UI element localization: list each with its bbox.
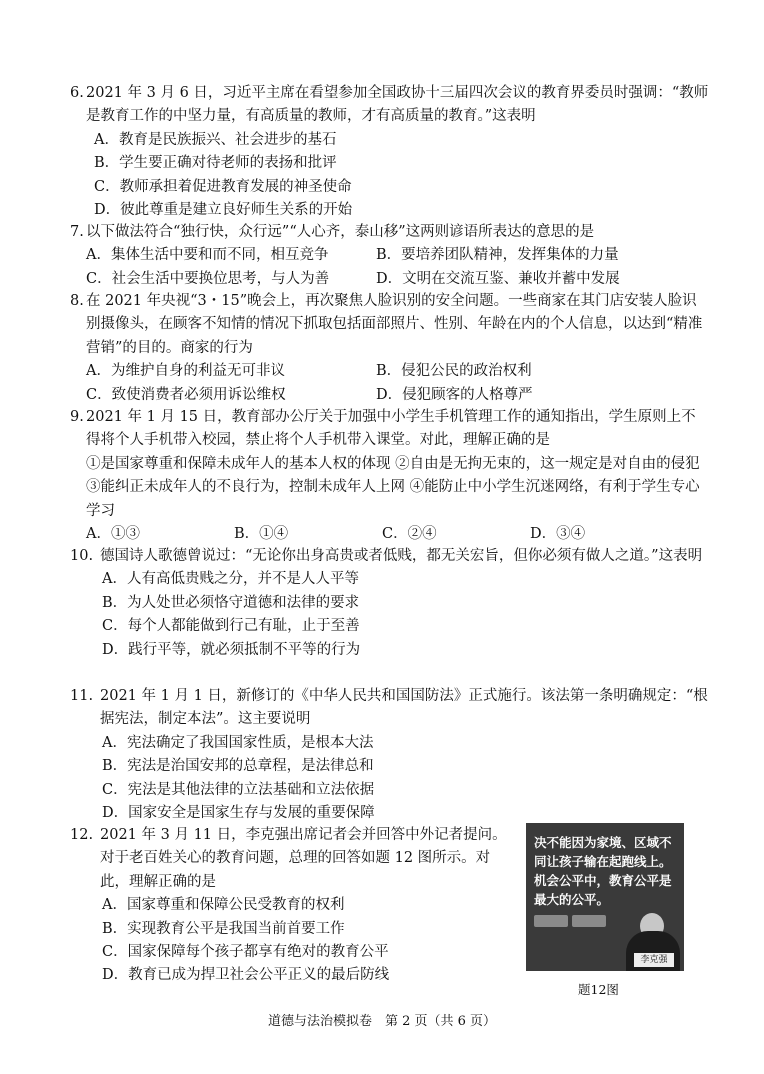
question-stem: 2021 年 3 月 11 日，李克强出席记者会并回答中外记者提问。对于老百姓关心的教育问题，总理的回答如题 12 图所示。对此，理解正确的是 — [100, 827, 507, 890]
option-c: C．宪法是其他法律的立法基础和立法依据 — [102, 781, 375, 798]
question-number: 6. — [70, 85, 84, 101]
option-b: B．为人处世必须恪守道德和法律的要求 — [102, 594, 360, 611]
question-stem: 2021 年 3 月 6 日，习近平主席在看望参加全国政协十三届四次会议的教育界委员时强调：“教师是教育工作的中坚力量，有高质量的教师，才有高质量的教育。”这表明 — [86, 85, 709, 125]
option-c: C．教师承担着促进教育发展的神圣使命 — [94, 178, 352, 195]
question-stem: 德国诗人歌德曾说过：“无论你出身高贵或者低贱，都无关宏旨，但你必须有做人之道。”这表明 — [100, 548, 703, 564]
option-d: D．文明在交流互鉴、兼收并蓄中发展 — [376, 270, 620, 287]
question-number: 11. — [70, 688, 94, 704]
option-d: D．彼此尊重是建立良好师生关系的开始 — [94, 202, 353, 219]
page-footer: 道德与法治模拟卷 第 2 页（共 6 页） — [267, 1014, 497, 1029]
question-10 — [70, 545, 710, 662]
question-stem: 以下做法符合“独行快，众行远”“人心齐，泰山移”这两则谚语所表达的意思的是 — [86, 224, 595, 240]
question-number: 12. — [70, 827, 94, 843]
option-d: D．教育已成为捍卫社会公平正义的最后防线 — [102, 967, 390, 984]
option-d: D．侵犯顾客的人格尊严 — [376, 386, 533, 403]
option-d: D．国家安全是国家生存与发展的重要保障 — [102, 805, 375, 822]
broadcaster-logos — [534, 915, 606, 927]
option-c: C．每个人都能做到行己有耻，止于至善 — [102, 618, 360, 635]
option-b: B．①④ — [234, 526, 289, 543]
speaker-nameplate: 李克强 — [634, 953, 674, 967]
question-11 — [70, 685, 710, 825]
question-7 — [70, 221, 710, 291]
option-b: B．宪法是治国安邦的总章程，是法律总和 — [102, 758, 374, 775]
question-number: 7. — [70, 224, 84, 240]
option-d: D．③④ — [530, 526, 586, 543]
logo-icon — [534, 915, 568, 927]
question-9 — [70, 406, 710, 546]
question-number: 9. — [70, 409, 84, 425]
question-number: 8. — [70, 293, 84, 309]
option-b: B．要培养团队精神，发挥集体的力量 — [376, 247, 619, 264]
question-stem: 在 2021 年央视“3・15”晚会上，再次聚焦人脸识别的安全问题。一些商家在其门店安装人脸识别摄像头，在顾客不知情的情况下抓取包括面部照片、性别、年龄在内的个人信息，以达到“精准营销”的目的。商家的行为 — [86, 293, 703, 356]
option-b: B．侵犯公民的政治权利 — [376, 363, 532, 380]
option-a: A．①③ — [86, 526, 140, 543]
question-12 — [70, 824, 516, 988]
question-8 — [70, 290, 710, 407]
question-6 — [70, 82, 710, 222]
option-a: A．教育是民族振兴、社会进步的基石 — [94, 131, 337, 148]
logo-icon — [572, 915, 606, 927]
figure-caption: 题12图 — [578, 982, 619, 997]
option-a: A．国家尊重和保障公民受教育的权利 — [102, 897, 345, 914]
option-c: C．致使消费者必须用诉讼维权 — [86, 386, 286, 403]
option-a: A．人有高低贵贱之分，并不是人人平等 — [102, 571, 359, 588]
option-a: A．集体生活中要和而不同，相互竞争 — [86, 247, 329, 264]
option-c: C．②④ — [382, 526, 437, 543]
option-b: B．实现教育公平是我国当前首要工作 — [102, 920, 345, 937]
figure-quote: 决不能因为家境、区域不同让孩子输在起跑线上。机会公平中，教育公平是最大的公平。 — [534, 835, 672, 907]
option-c: C．社会生活中要换位思考，与人为善 — [86, 270, 330, 287]
statement-list: ①是国家尊重和保障未成年人的基本人权的体现 ②自由是无拘无束的，这一规定是对自由的侵犯 ③能纠正未成年人的不良行为，控制未成年人上网 ④能防止中小学生沉迷网络，有利于学生专心学习 — [86, 455, 700, 519]
option-b: B．学生要正确对待老师的表扬和批评 — [94, 155, 337, 172]
option-a: A．为维护自身的利益无可非议 — [86, 363, 285, 380]
option-d: D．践行平等，就必须抵制不平等的行为 — [102, 641, 361, 658]
option-c: C．国家保障每个孩子都享有绝对的教育公平 — [102, 944, 389, 961]
option-a: A．宪法确定了我国国家性质，是根本大法 — [102, 734, 374, 751]
question-stem: 2021 年 1 月 1 日，新修订的《中华人民共和国国防法》正式施行。该法第一条明确规定：“根据宪法，制定本法”。这主要说明 — [100, 688, 708, 728]
question-stem: 2021 年 1 月 15 日，教育部办公厅关于加强中小学生手机管理工作的通知指出，学生原则上不得将个人手机带入校园，禁止将个人手机带入课堂。对此，理解正确的是 — [86, 409, 696, 449]
figure-12-image — [526, 823, 684, 971]
question-number: 10. — [70, 548, 94, 564]
